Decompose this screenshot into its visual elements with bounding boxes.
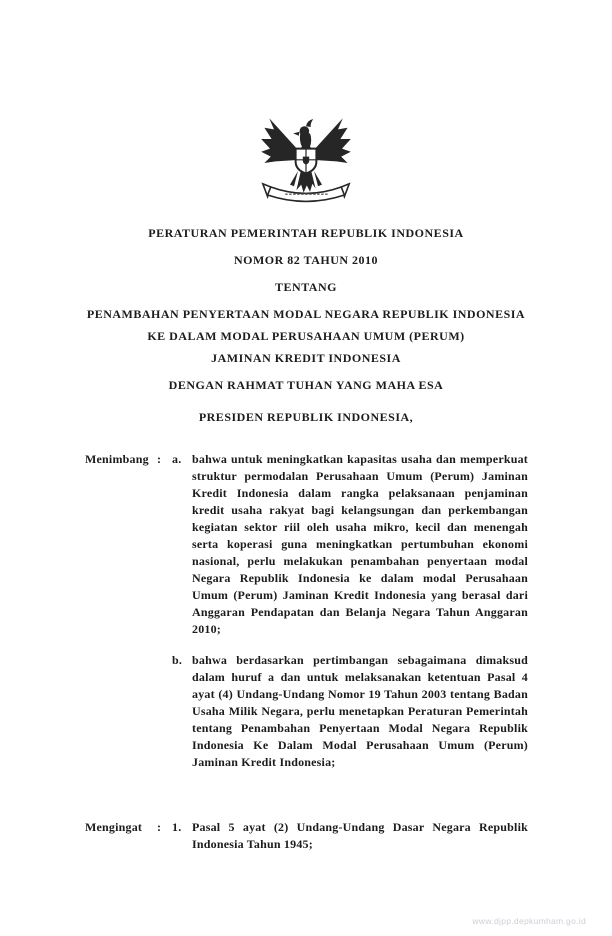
item-text: bahwa berdasarkan pertimbangan sebagaimana dimaksud dalam huruf a dan untuk melaksanakan ketentuan Pasal 4 ayat (4) Undang-Undang Nomor 19 Tahun 2003 tentang Badan Usaha Milik Negara, perlu menetapkan Peraturan Pemerintah tentang Penambahan Penyertaan Modal Negara Republik Indonesia Ke Dalam Modal Perusahaan Umum (Perum) Jaminan Kredit Indonesia; (192, 653, 528, 769)
issuer-line: PRESIDEN REPUBLIK INDONESIA, (198, 410, 414, 424)
item-text: bahwa untuk meningkatkan kapasitas usaha dan memperkuat struktur permodalan Perusahaan Umum (Perum) Jaminan Kredit Indonesia dalam rangka pelaksanaan penjaminan kredit usaha rakyat bagi kelangsungan dan perkembangan kegiatan sektor riil oleh usaha mikro, kecil dan menengah serta koperasi guna meningkatkan pertumbuhan ekonomi nasional, perlu melakukan penambahan penyertaan modal Negara Republik Indonesia ke dalam modal Perusahaan Umum (Perum) Jaminan Kredit Indonesia yang berasal dari Anggaran Pendapatan dan Belanja Negara Tahun Anggaran 2010; (192, 452, 528, 636)
item-marker: a. (172, 452, 182, 466)
item-text: Pasal 5 ayat (2) Undang-Undang Dasar Negara Republik Indonesia Tahun 1945; (192, 820, 528, 851)
document-body (85, 451, 528, 853)
considering-label: Menimbang (85, 452, 149, 466)
recalling-section (85, 819, 528, 853)
considering-item-a (85, 451, 528, 638)
tentang-label: TENTANG (275, 280, 337, 294)
invocation-line: DENGAN RAHMAT TUHAN YANG MAHA ESA (168, 378, 444, 392)
recalling-label: Mengingat (85, 820, 143, 834)
doc-number: NOMOR 82 TAHUN 2010 (233, 253, 379, 267)
considering-colon: : (157, 452, 162, 466)
garuda-pancasila-emblem (258, 106, 354, 212)
subject-line-2: KE DALAM MODAL PERUSAHAAN UMUM (PERUM) (147, 329, 465, 343)
considering-section (85, 451, 528, 771)
considering-item-b (85, 652, 528, 771)
item-marker: 1. (172, 820, 182, 834)
recalling-item-1 (85, 819, 528, 853)
subject-line-3: JAMINAN KREDIT INDONESIA (211, 351, 401, 365)
document-title-block (0, 226, 612, 424)
watermark-url: www.djpp.depkumham.go.id (472, 916, 586, 926)
item-marker: b. (172, 653, 183, 667)
recalling-colon: : (157, 820, 162, 834)
subject-line-1: PENAMBAHAN PENYERTAAN MODAL NEGARA REPUBLIK INDONESIA (86, 307, 526, 321)
doc-type-title: PERATURAN PEMERINTAH REPUBLIK INDONESIA (148, 226, 464, 240)
